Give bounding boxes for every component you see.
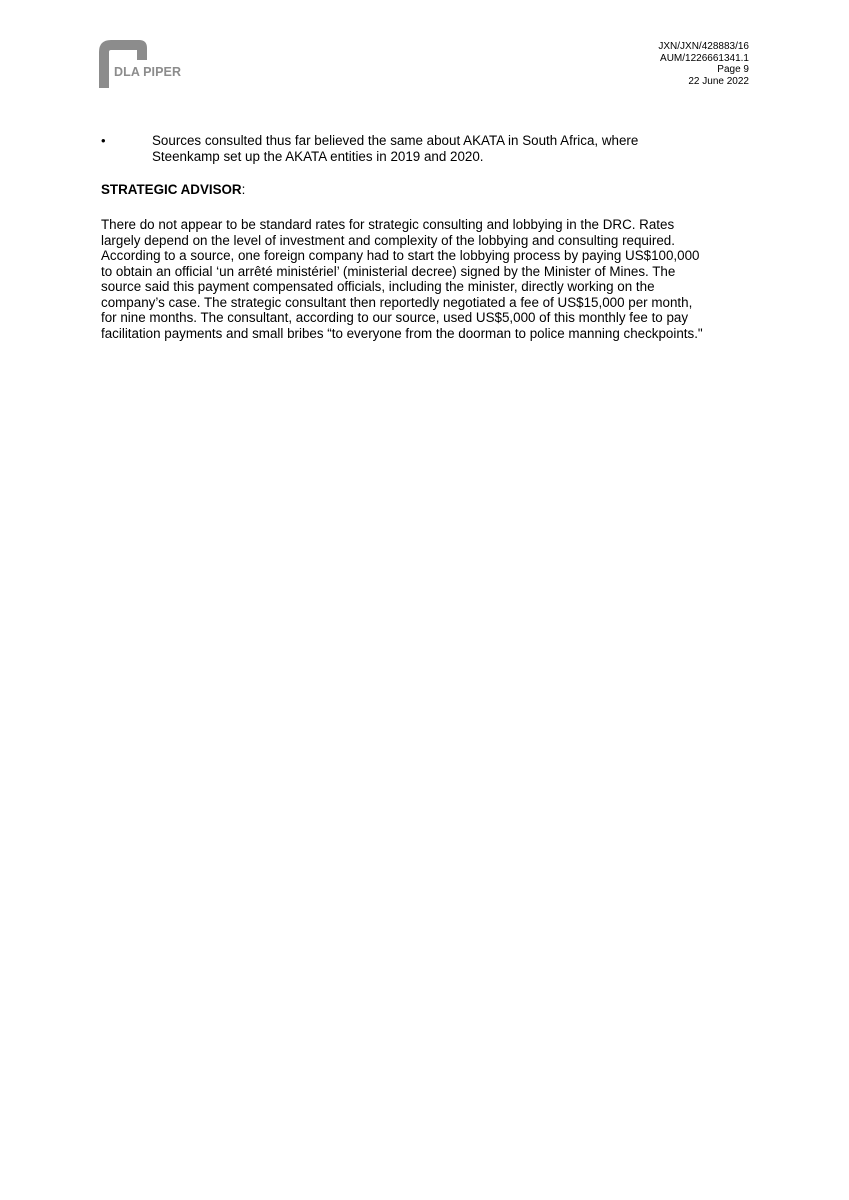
paragraph-line: company’s case. The strategic consultant then reportedly negotiated a fee of US$15,000 per month, (101, 294, 693, 310)
bullet-text-line: Sources consulted thus far believed the same about AKATA in South Africa, where (152, 133, 639, 148)
paragraph-line: to obtain an official ‘un arrêté ministériel’ (ministerial decree) signed by the Minister of Mines. The (101, 263, 676, 279)
paragraph-line: According to a source, one foreign company had to start the lobbying process by paying US$100,000 (101, 248, 700, 263)
reference-line-2: AUM/1226661341.1 (660, 52, 749, 64)
section-heading (101, 182, 245, 198)
paragraph-line: source said this payment compensated officials, including the minister, directly working on the (101, 279, 655, 294)
logo-text: DLA PIPER (114, 65, 182, 79)
dla-piper-logo (99, 40, 189, 88)
paragraph-line: for nine months. The consultant, according to our source, used US$5,000 of this monthly fee to pay (101, 310, 689, 325)
page-number: Page 9 (717, 64, 749, 75)
bullet-text-line: Steenkamp set up the AKATA entities in 2019 and 2020. (152, 148, 484, 164)
paragraph-line: There do not appear to be standard rates for strategic consulting and lobbying in the DRC. Rates (101, 217, 675, 232)
bullet-mark: • (101, 133, 106, 148)
body-paragraph (101, 217, 751, 341)
reference-line-1: JXN/JXN/428883/16 (658, 41, 749, 52)
document-reference (658, 41, 749, 87)
logo-mark-icon (99, 40, 149, 88)
section-heading-suffix: : (241, 182, 246, 197)
bullet-text (152, 133, 732, 164)
section-heading-text: STRATEGIC ADVISOR (101, 182, 242, 197)
document-date: 22 June 2022 (688, 75, 749, 87)
paragraph-line: largely depend on the level of investment and complexity of the lobbying and consulting required. (101, 232, 675, 248)
paragraph-line: facilitation payments and small bribes “to everyone from the doorman to police manning checkpoints." (101, 325, 703, 341)
